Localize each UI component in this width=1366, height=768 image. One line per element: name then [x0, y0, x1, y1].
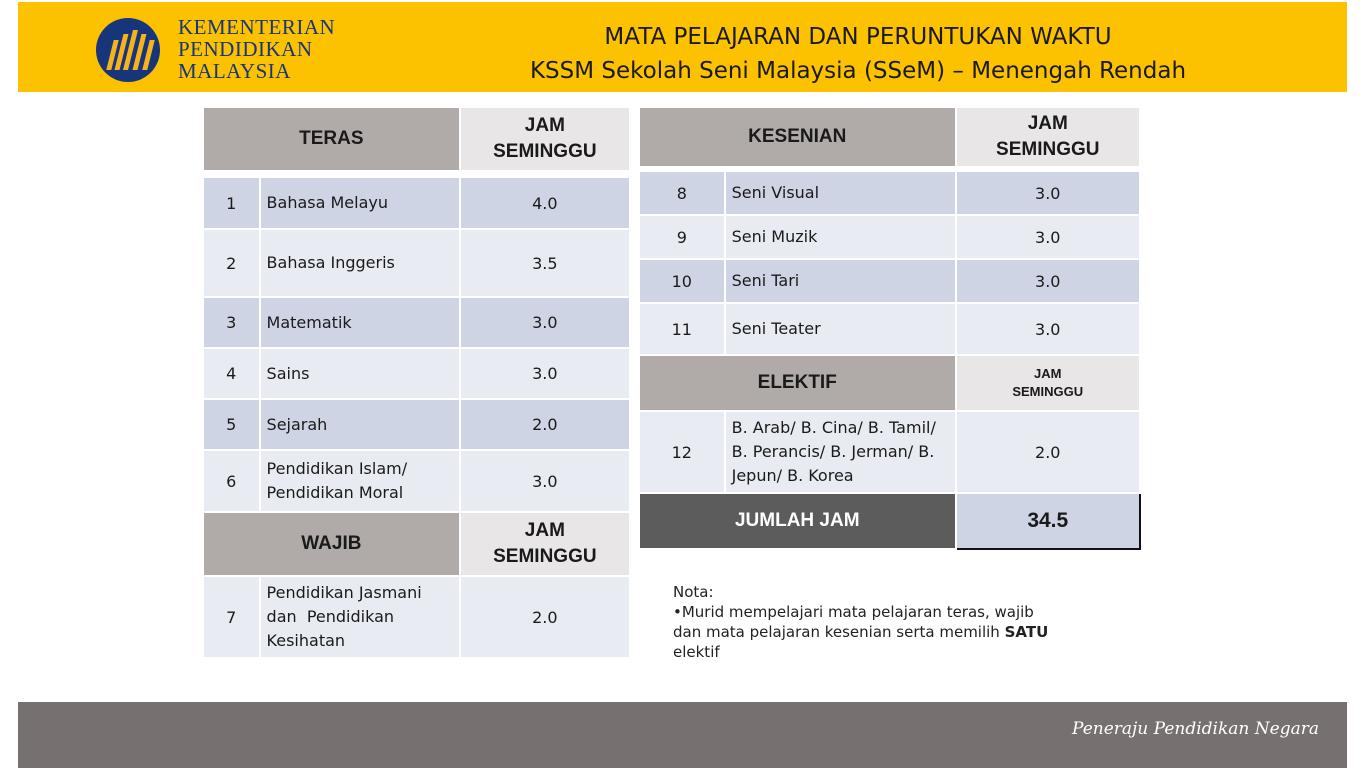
subject-name [260, 450, 460, 512]
hours-header-line-2: SEMINGGU [1012, 384, 1084, 399]
subject-hours: 2.0 [460, 399, 630, 450]
hours-header-line-2: SEMINGGU [996, 139, 1100, 160]
page-title [458, 20, 1258, 88]
subject-hours: 3.0 [460, 297, 630, 348]
table-row [203, 348, 630, 399]
hours-header-line-1: JAM [524, 115, 565, 136]
footer-bar [18, 702, 1347, 768]
hours-header [460, 107, 630, 171]
row-number: 8 [639, 171, 725, 215]
row-number: 9 [639, 215, 725, 259]
subject-line-1: Pendidikan Jasmani [266, 583, 422, 602]
row-number: 3 [203, 297, 260, 348]
teras-header: TERAS [203, 107, 460, 171]
table-row [639, 259, 1140, 303]
subject-name: Seni Tari [725, 259, 956, 303]
table-row [639, 411, 1140, 493]
row-number: 10 [639, 259, 725, 303]
row-number: 11 [639, 303, 725, 355]
hours-header-line-1: JAM [524, 520, 565, 541]
table-row [203, 576, 630, 658]
subject-hours: 2.0 [956, 411, 1141, 493]
subject-hours: 3.0 [460, 348, 630, 399]
ministry-logo-icon [96, 18, 160, 82]
subject-name: Sains [260, 348, 460, 399]
subject-name: Seni Muzik [725, 215, 956, 259]
total-hours-label: JUMLAH JAM [639, 493, 956, 549]
table-row [203, 450, 630, 512]
subject-hours: 3.0 [460, 450, 630, 512]
subject-hours: 3.5 [460, 229, 630, 297]
subject-hours: 3.0 [956, 215, 1141, 259]
subject-line-2: dan Pendidikan [266, 607, 395, 626]
header-banner [18, 2, 1347, 92]
subject-name: Seni Teater [725, 303, 956, 355]
hours-header-line-2: SEMINGGU [493, 141, 597, 162]
wajib-header: WAJIB [203, 512, 460, 576]
ministry-name [178, 16, 335, 82]
row-number: 2 [203, 229, 260, 297]
note-line-2-text: dan mata pelajaran kesenian serta memilih [673, 623, 1005, 641]
kesenian-elektif-table [638, 106, 1141, 550]
logo-line-3: MALAYSIA [178, 59, 291, 83]
subject-name: Matematik [260, 297, 460, 348]
hours-header-line-1: JAM [1034, 366, 1062, 381]
subject-hours: 4.0 [460, 177, 630, 229]
elektif-header: ELEKTIF [639, 355, 956, 411]
hours-header-line-2: SEMINGGU [493, 546, 597, 567]
note-line-3: elektif [673, 643, 720, 661]
table-row [203, 399, 630, 450]
subject-line-1: B. Arab/ B. Cina/ B. Tamil/ [731, 418, 936, 437]
hours-header [460, 512, 630, 576]
teras-wajib-table [202, 106, 631, 659]
subject-line-2: Pendidikan Moral [266, 483, 404, 502]
row-number: 6 [203, 450, 260, 512]
subject-name: Sejarah [260, 399, 460, 450]
note-box [673, 582, 1093, 662]
hours-header-line-1: JAM [1027, 113, 1068, 134]
subject-line-3: Kesihatan [266, 631, 346, 650]
table-row [203, 177, 630, 229]
note-title: Nota: [673, 583, 714, 601]
subject-name: Bahasa Inggeris [260, 229, 460, 297]
subject-hours: 2.0 [460, 576, 630, 658]
row-number: 4 [203, 348, 260, 399]
row-number: 1 [203, 177, 260, 229]
subject-name [260, 576, 460, 658]
note-emphasis: SATU [1004, 623, 1049, 641]
hours-header [956, 107, 1141, 167]
row-number: 7 [203, 576, 260, 658]
title-line-2: KSSM Sekolah Seni Malaysia (SSeM) – Menengah Rendah [529, 58, 1187, 84]
table-row [203, 297, 630, 348]
title-line-1: MATA PELAJARAN DAN PERUNTUKAN WAKTU [604, 24, 1112, 50]
footer-tagline: Peneraju Pendidikan Negara [1072, 719, 1319, 739]
total-hours-value: 34.5 [956, 493, 1141, 549]
table-row [639, 215, 1140, 259]
note-line-2 [673, 622, 1093, 642]
row-number: 12 [639, 411, 725, 493]
subject-line-3: Jepun/ B. Korea [731, 466, 854, 485]
logo-line-2: PENDIDIKAN [178, 37, 313, 61]
subject-hours: 3.0 [956, 259, 1141, 303]
subject-hours: 3.0 [956, 303, 1141, 355]
note-line-1: •Murid mempelajari mata pelajaran teras, wajib [673, 603, 1034, 621]
subject-name [725, 411, 956, 493]
subject-line-2: B. Perancis/ B. Jerman/ B. [731, 442, 935, 461]
table-row [639, 171, 1140, 215]
subject-hours: 3.0 [956, 171, 1141, 215]
subject-name: Bahasa Melayu [260, 177, 460, 229]
subject-line-1: Pendidikan Islam/ [266, 459, 408, 478]
row-number: 5 [203, 399, 260, 450]
hours-header [956, 355, 1141, 411]
table-row [203, 229, 630, 297]
subject-name: Seni Visual [725, 171, 956, 215]
logo-line-1: KEMENTERIAN [178, 15, 336, 39]
kesenian-header: KESENIAN [639, 107, 956, 167]
table-row [639, 303, 1140, 355]
